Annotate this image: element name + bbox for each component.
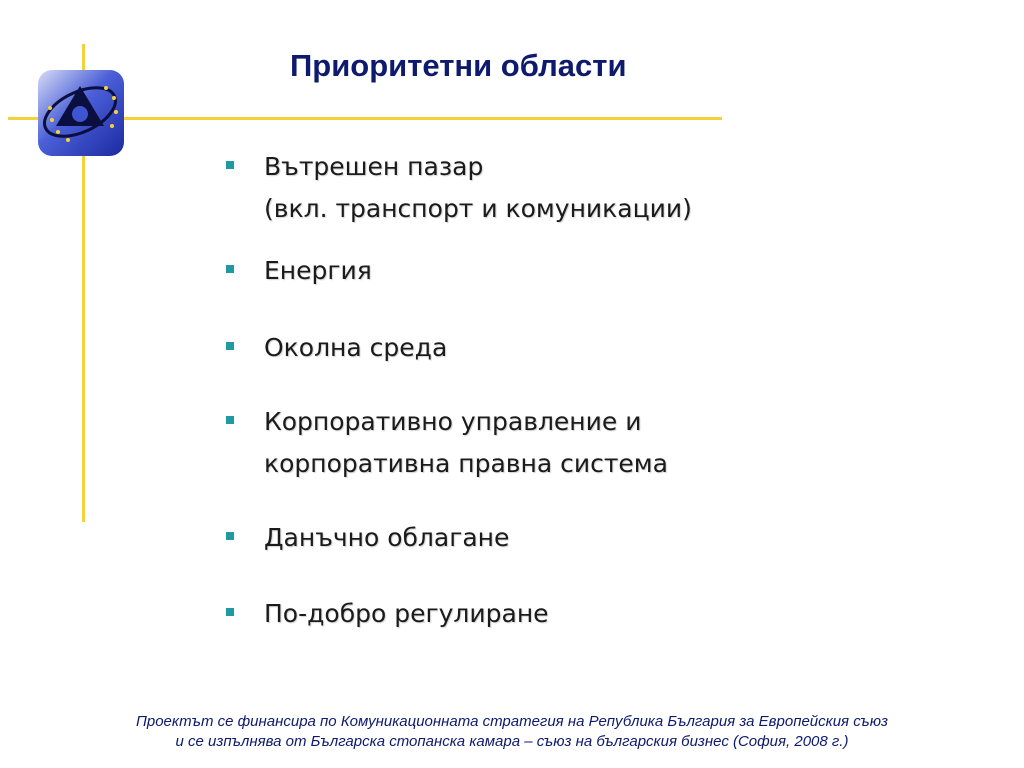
bullet-marker-icon [226, 265, 234, 273]
footer-line: Проектът се финансира по Комуникационната стратегия на Република България за Европейския съюз [136, 713, 888, 730]
list-item [224, 401, 692, 485]
bullet-marker-icon [226, 416, 234, 424]
footer-note [0, 712, 1024, 752]
list-item [224, 250, 692, 292]
footer-line: и се изпълнява от Българска стопанска камара – съюз на българския бизнес (София, 2008 г.) [175, 733, 849, 750]
list-item-text: Околна среда [264, 333, 448, 362]
list-item-text: Енергия [264, 256, 372, 285]
list-item-text: корпоративна правна система [264, 449, 668, 478]
bullet-marker-icon [226, 608, 234, 616]
eu-bulgaria-logo-icon [36, 68, 126, 158]
list-item-text: Корпоративно управление и [264, 407, 642, 436]
list-item-text: Данъчно облагане [264, 523, 510, 552]
page-title: Приоритетни области [290, 48, 627, 83]
list-item [224, 146, 692, 230]
bullet-marker-icon [226, 342, 234, 350]
bullet-marker-icon [226, 532, 234, 540]
list-item-text: По-добро регулиране [264, 599, 549, 628]
list-item-text: (вкл. транспорт и комуникации) [264, 194, 692, 223]
list-item [224, 327, 692, 369]
list-item [224, 517, 692, 559]
priority-list [224, 146, 692, 635]
list-item-text: Вътрешен пазар [264, 152, 484, 181]
bullet-marker-icon [226, 161, 234, 169]
list-item [224, 593, 692, 635]
